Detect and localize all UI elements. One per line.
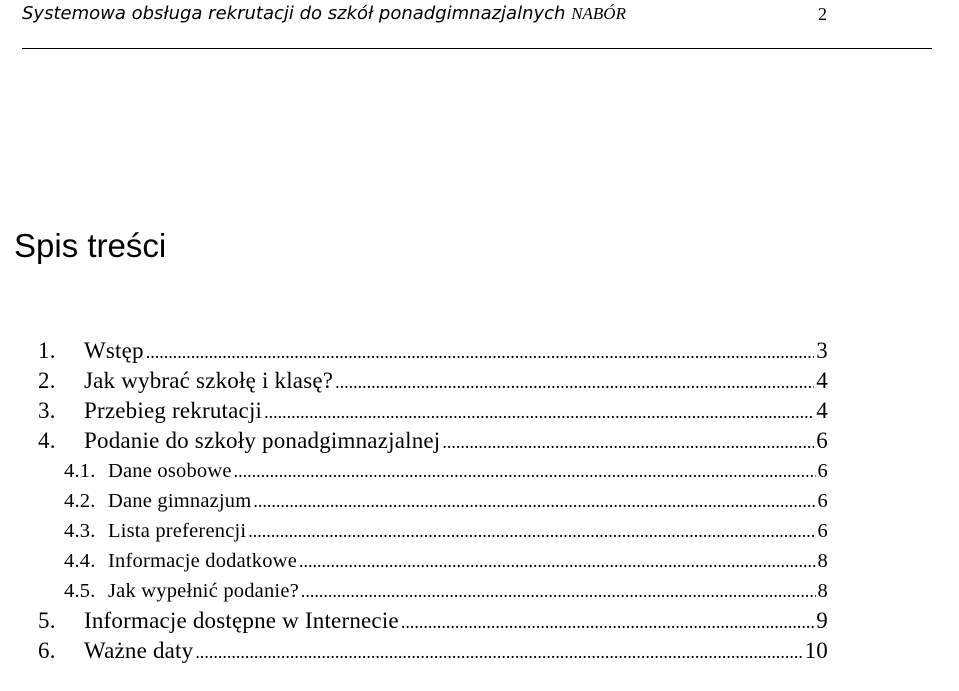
toc-entry-page: 6 [817, 490, 828, 512]
toc-dot-leader [301, 576, 816, 606]
toc-entry-label: Lista preferencji [108, 520, 247, 542]
toc-entry-page: 6 [817, 520, 828, 542]
toc-entry-number: 5. [38, 608, 56, 633]
header-title [22, 2, 626, 26]
toc-entry-label: Dane osobowe [108, 460, 232, 482]
toc-entry-page: 10 [804, 638, 828, 663]
header-page-number: 2 [818, 4, 827, 24]
toc-dot-leader [299, 546, 816, 576]
toc-subentry[interactable] [38, 456, 828, 486]
toc-entry-number: 4.5. [64, 580, 96, 602]
toc-dot-leader [234, 456, 816, 486]
header-divider [22, 48, 932, 49]
toc-entry[interactable] [38, 366, 828, 396]
toc-entry-label: Jak wybrać szkołę i klasę? [84, 368, 334, 393]
toc-entry-label: Dane gimnazjum [108, 490, 252, 512]
toc-entry-page: 4 [816, 368, 828, 393]
toc-dot-leader [253, 486, 815, 516]
toc-entry-label: Wstęp [84, 338, 144, 363]
toc-entry-number: 4.2. [64, 490, 96, 512]
toc-entry-label: Informacje dostępne w Internecie [84, 608, 399, 633]
toc-dot-leader [195, 636, 802, 667]
toc-entry-number: 4. [38, 428, 56, 453]
toc-dot-leader [146, 336, 815, 367]
toc-entry-label: Przebieg rekrutacji [84, 398, 263, 423]
toc-entry-label: Informacje dodatkowe [108, 550, 297, 572]
page-header [22, 2, 932, 32]
toc-entry-label: Podanie do szkoły ponadgimnazjalnej [84, 428, 441, 453]
toc-subentry[interactable] [38, 546, 828, 576]
toc-entry[interactable] [38, 426, 828, 456]
toc-entry-number: 4.1. [64, 460, 96, 482]
toc-entry[interactable] [38, 336, 828, 366]
toc-subentry[interactable] [38, 576, 828, 606]
toc-entry-page: 8 [817, 550, 828, 572]
toc-dot-leader [335, 366, 814, 397]
toc-dot-leader [248, 516, 815, 546]
toc-subentry[interactable] [38, 516, 828, 546]
toc-entry[interactable] [38, 636, 828, 666]
toc-entry-page: 4 [816, 398, 828, 423]
toc-entry-number: 3. [38, 398, 56, 423]
toc-entry-label: Jak wypełnić podanie? [108, 580, 299, 602]
header-title-text: Systemowa obsługa rekrutacji do szkół ponadgimnazjalnych [22, 3, 566, 24]
toc-entry-page: 3 [816, 338, 828, 363]
toc-entry-number: 1. [38, 338, 56, 363]
toc-heading: Spis treści [14, 227, 167, 264]
toc-entry-page: 8 [817, 580, 828, 602]
toc-subentry[interactable] [38, 486, 828, 516]
toc-entry-number: 2. [38, 368, 56, 393]
toc-entry-number: 6. [38, 638, 56, 663]
toc-dot-leader [442, 426, 814, 457]
toc-entry-page: 6 [816, 428, 828, 453]
toc-entry-label: Ważne daty [84, 638, 194, 663]
toc-entry-number: 4.3. [64, 520, 96, 542]
toc-entry[interactable] [38, 396, 828, 426]
toc-dot-leader [264, 396, 814, 427]
header-tag: NABÓR [571, 4, 626, 23]
toc-dot-leader [401, 606, 814, 637]
toc-entry-page: 6 [817, 460, 828, 482]
table-of-contents [38, 336, 828, 666]
toc-entry-number: 4.4. [64, 550, 96, 572]
toc-entry-page: 9 [816, 608, 828, 633]
toc-entry[interactable] [38, 606, 828, 636]
